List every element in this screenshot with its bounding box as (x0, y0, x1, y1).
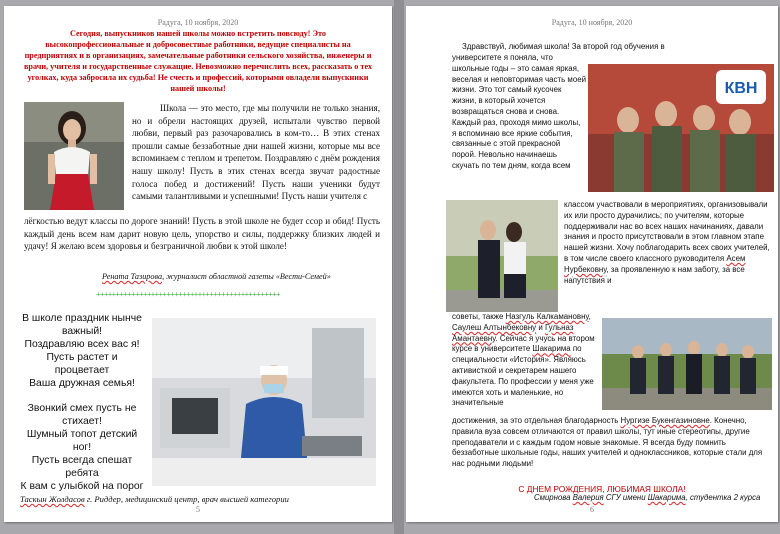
star-divider: +++++++++++++++++++++++++++++++++++++++++++++++ (96, 290, 280, 299)
teacher-name: Асем Нурбековну (564, 253, 746, 274)
signature-university: Шакарима (647, 493, 686, 502)
text-left-column: университете я поняла, что школьные годы – это самая яркая, веселая и неповторимая часть моей жизни. Это тот самый кусочек жизни, в который хочется возвращаться снова и снова. Каждый раз, проходя мимо школы, я вспоминаю все яркие события, связанные с этой прекрасной порой. Невольно начинаешь скучать по тем дням, когда всем (452, 53, 587, 170)
page-number: 5 (196, 505, 200, 514)
article-wrap-text: Школа — это место, где мы получили не только знания, но и обрели настоящих друзей, испытали чувство первой любви, первый раз разочаровались в ком-то… В этих стенах прошли самые беззаботные дни нашей жизни, которые мы все вспоминаем с теплом и трепетом. Поздравляю с днём рождения нашу школу! Пусть в этих стенах всегда звучат радостные голоса побед и достижений! Пусть наши ученики будут самыми талантливыми и успешными! Пусть наши учителя с (132, 103, 380, 202)
text-right-column (564, 200, 772, 286)
poem-line: Пусть всегда спешат (31, 455, 133, 466)
students-photo (588, 64, 774, 192)
signature-a: Смирнова (534, 493, 573, 502)
full-width-a: достижения, за это отдельная благодарность (452, 416, 621, 425)
woman-photo (24, 102, 124, 210)
advice-tail: по специальности «История». Являюсь активисткой и секретарем нашего факультета. По профессии у меня уже имеются хоть и маленькие, но значительные (452, 344, 594, 408)
poem-line: Шумный топот детский (26, 429, 138, 440)
poem (18, 312, 146, 493)
closing-red-text: С ДНЕМ РОЖДЕНИЯ, ЛЮБИМАЯ ШКОЛА! (518, 484, 686, 494)
poem-line: ребята (65, 468, 99, 479)
text-right-column-body: классом участвовали в мероприятиях, организовывали их или просто дурачились; по учителям, которые поддерживали нас во всех наших начинаниях, давали знания и просто присутствовали в этом главном этапе нашей жизни. Хочу поблагодарить всех своих учителей, в том числе своего классного руководителя (564, 200, 770, 263)
advice-start: советы, также (452, 312, 506, 321)
poem-line: В школе праздник нынче (22, 313, 142, 324)
poem-line: Звонкий смех пусть не (27, 403, 137, 414)
photo-badge-text: КВН (724, 80, 758, 97)
text-full-width (452, 416, 772, 470)
signature-name: Рената Тазирова (102, 272, 163, 281)
poem-line: процветает (54, 365, 110, 376)
article-signature (102, 272, 331, 281)
poem-stanza-gap (18, 390, 146, 402)
names-and: и (536, 322, 545, 332)
full-width-b: . Конечно, правила вуза совсем отличаются от правил школы, тут иные стереотипы, другие преподаватели и с каждым годом новые знакомые. Я всегда буду помнить беззаботные школьные годы, наших учителей и одноклассников, которые стали для нас родными людьми! (452, 416, 763, 469)
teacher-photo (446, 200, 558, 312)
teacher-name-1: Назгуль Калкамановну (505, 312, 589, 321)
teacher-name-2: Саулеш Алтынбековну (452, 322, 537, 332)
bottom-signature-name: Таскын Жолдасов (20, 494, 85, 504)
page-gutter (394, 0, 404, 534)
poem-line: стихает! (62, 416, 102, 427)
page-header: Радуга, 10 ноября, 2020 (157, 18, 239, 27)
signature-b: СГУ имени (603, 493, 648, 502)
poem-line: Пусть растет и (46, 352, 118, 363)
intro-line: Здравствуй, любимая школа! За второй год обучения в (462, 42, 665, 51)
page6-signature (534, 493, 760, 502)
signature-c: , студентка 2 курса (685, 493, 761, 502)
signature-name: Валерия (572, 493, 604, 502)
page-5 (4, 6, 392, 522)
advice-end: . Сейчас я учусь на втором курсе в университете (452, 333, 595, 354)
bottom-signature-rest: г. Риддер, медицинский центр, врач высшей категории (84, 494, 289, 504)
poem-line: важный! (61, 326, 103, 337)
text-right-column-end: , за проявленную к нам заботу, за все напутствия и (564, 264, 745, 285)
class-photo (602, 318, 772, 410)
page-number: 6 (590, 505, 594, 514)
poem-line: Поздравляю всех вас я! (24, 339, 140, 350)
text-advice (452, 312, 598, 409)
doctor-photo (152, 318, 376, 486)
poem-line: К вам с улыбкой на порог (20, 481, 144, 492)
teacher-name-3: Гульназ Амантаевну (452, 322, 574, 343)
thanks-name: Нургизе Букенгазиновне (620, 416, 710, 425)
poem-line: ног! (72, 442, 92, 453)
poem-line: Ваша дружная семья! (29, 378, 135, 389)
intro-red-text: Сегодня, выпускников нашей школы можно встретить повсюду! Это высокопрофессиональные и добросовестные работники, ведущие специалисты на предприятиях и в организациях, замечательные работники сельского хозяйства, инженеры и врачи, учителя и государственные служащие. Невозможно перечислить всех, рассказать о тех уголках, куда забросила их судьба! Не счесть и профессий, которыми овладели выпускники нашей школы! (23, 29, 373, 93)
names-separator: , (588, 312, 591, 321)
signature-rest: , журналист областной газеты «Вести-Семей» (162, 272, 331, 281)
bottom-signature (20, 494, 289, 504)
article-full-text: лёгкостью ведут классы по дороге знаний! Пусть в этой школе не будет ссор и обид! Пусть каждый день всем нам дарит новую цель, упорство и силы, поддержку близких людей и удачу! Я желаю всем здоровья и безграничной любви к этой школе! (24, 216, 380, 252)
page-header: Радуга, 10 ноября, 2020 (551, 18, 633, 27)
page-6 (406, 6, 778, 522)
university-name: Шакарима (532, 344, 571, 354)
